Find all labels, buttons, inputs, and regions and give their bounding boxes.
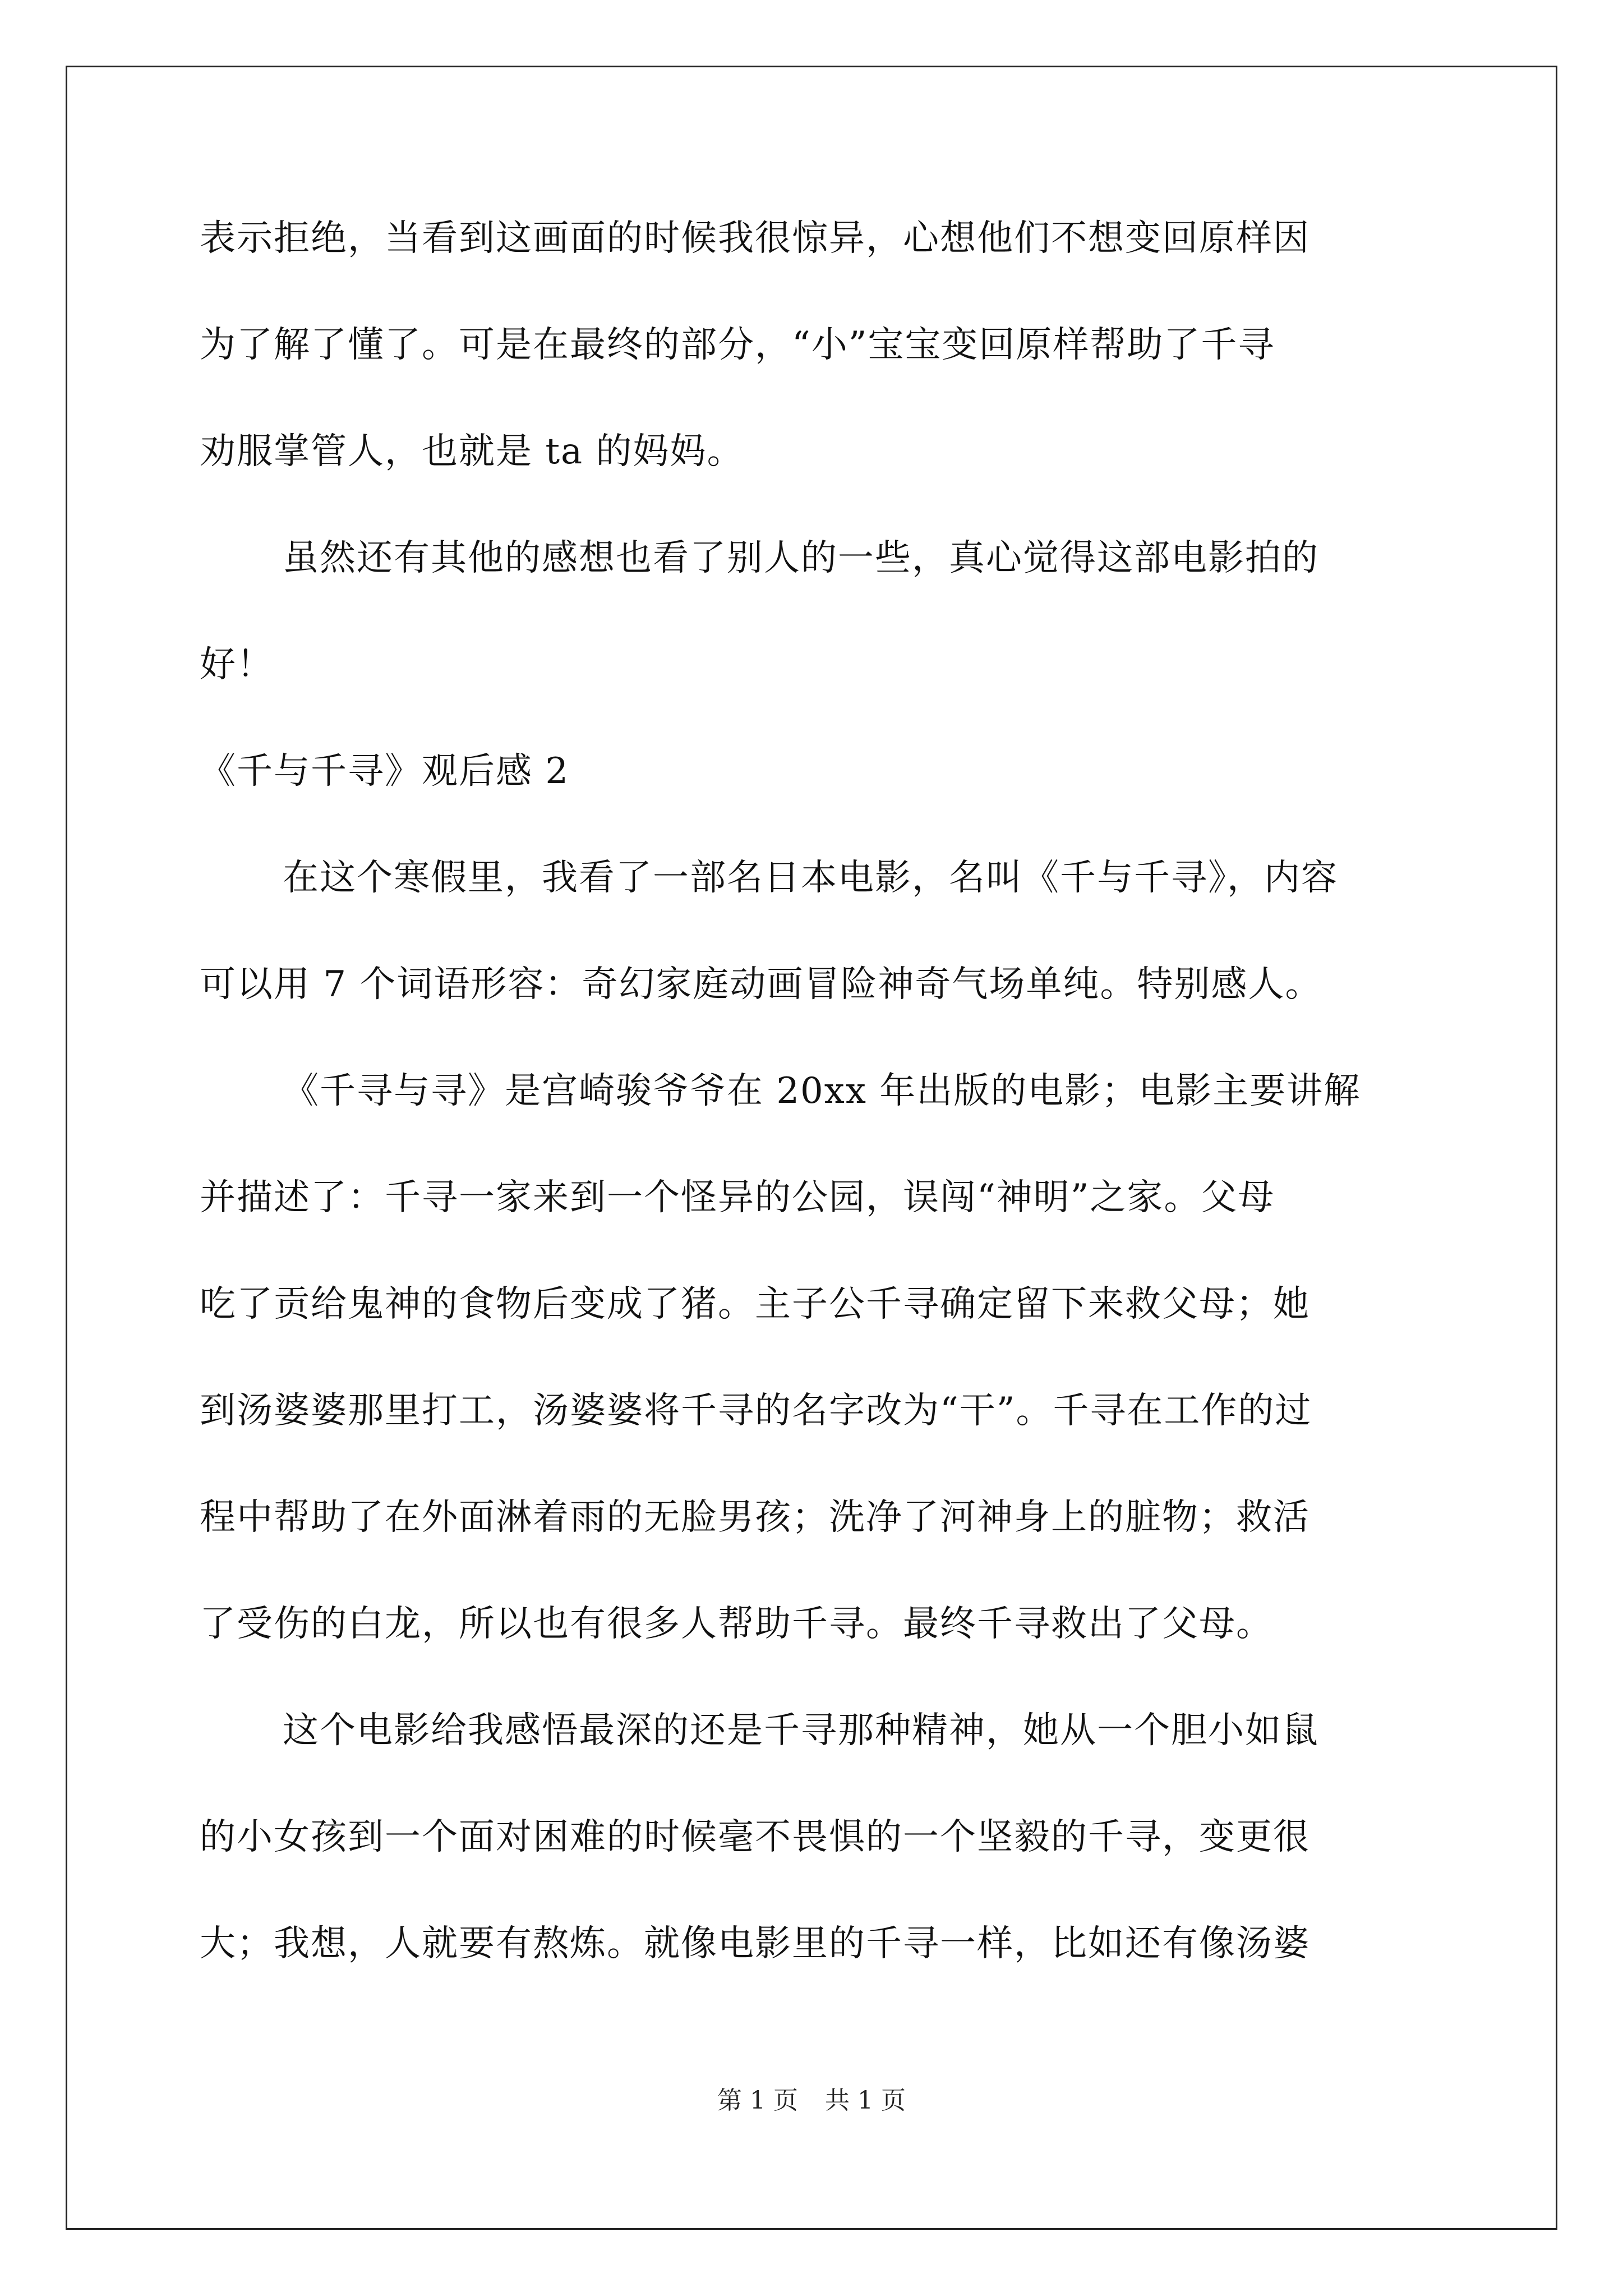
text-line: 了受伤的白龙，所以也有很多人帮助千寻。最终千寻救出了父母。 — [200, 1603, 1273, 1645]
paragraph-start-line: 虽然还有其他的感想也看了别人的一些，真心觉得这部电影拍的 — [283, 537, 1319, 579]
text-line: 为了解了懂了。可是在最终的部分，“小”宝宝变回原样帮助了千寻 — [200, 324, 1275, 366]
text-line: 表示拒绝，当看到这画面的时候我很惊异，心想他们不想变回原样因 — [200, 218, 1310, 259]
page-number: 第 1 页 — [717, 2086, 798, 2115]
text-line: 劝服掌管人，也就是 ta 的妈妈。 — [200, 431, 744, 472]
section-heading: 《千与千寻》观后感 2 — [200, 751, 570, 792]
text-line: 并描述了：千寻一家来到一个怪异的公园，误闯“神明”之家。父母 — [200, 1177, 1275, 1218]
text-line: 程中帮助了在外面淋着雨的无脸男孩；洗净了河神身上的脏物；救活 — [200, 1497, 1310, 1538]
text-line: 大；我想，人就要有熬炼。就像电影里的千寻一样，比如还有像汤婆 — [200, 1923, 1310, 1964]
paragraph-start-line: 这个电影给我感悟最深的还是千寻那种精神，她从一个胆小如鼠 — [283, 1710, 1319, 1751]
paragraph-start-line: 在这个寒假里，我看了一部名日本电影，名叫《千与千寻》，内容 — [283, 857, 1338, 899]
text-line: 可以用 7 个词语形容：奇幻家庭动画冒险神奇气场单纯。特别感人。 — [200, 964, 1322, 1005]
text-line: 吃了贡给鬼神的食物后变成了猪。主子公千寻确定留下来救父母；她 — [200, 1283, 1310, 1325]
page-footer — [0, 2084, 1623, 2118]
text-line: 好！ — [200, 644, 274, 685]
text-line: 到汤婆婆那里打工，汤婆婆将千寻的名字改为“干”。千寻在工作的过 — [200, 1390, 1312, 1432]
paragraph-start-line: 《千寻与寻》是宫崎骏爷爷在 20xx 年出版的电影；电影主要讲解 — [283, 1070, 1361, 1112]
text-line: 的小女孩到一个面对困难的时候毫不畏惧的一个坚毅的千寻，变更很 — [200, 1816, 1310, 1858]
page-border — [66, 66, 1557, 2230]
page-total: 共 1 页 — [825, 2086, 906, 2115]
